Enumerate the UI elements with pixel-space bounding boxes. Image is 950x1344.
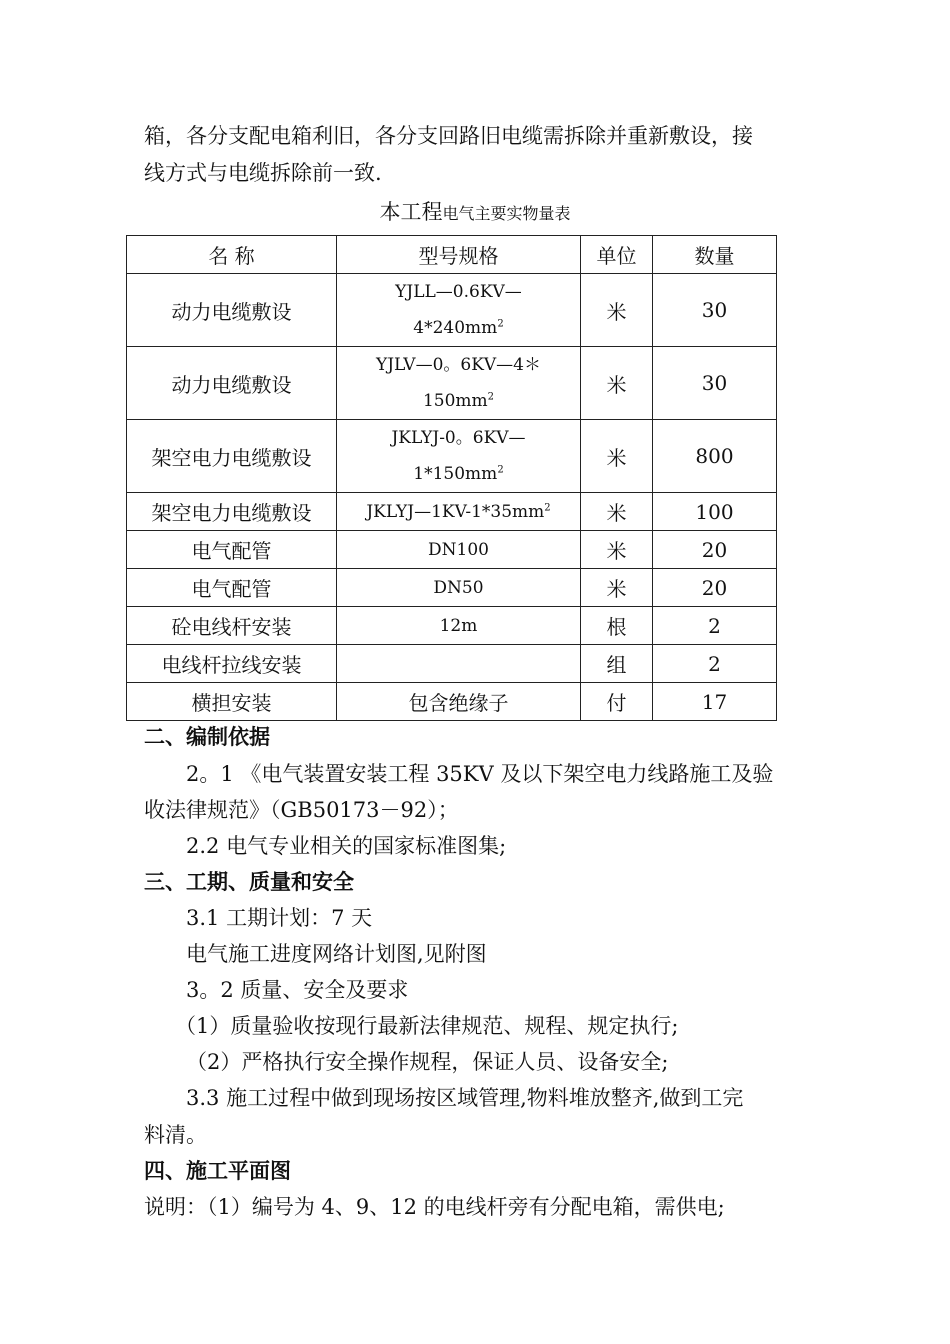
section-2-p1-line1: 2。1 《电气装置安装工程 35KV 及以下架空电力线路施工及验 (186, 762, 774, 786)
cell-spec (337, 493, 581, 531)
cell-name: 架空电力电缆敷设 (127, 420, 337, 493)
cell-spec: DN100 (337, 531, 581, 569)
cell-spec: 12m (337, 607, 581, 645)
cell-name: 电线杆拉线安装 (127, 645, 337, 683)
cell-name: 砼电线杆安装 (127, 607, 337, 645)
table-row (127, 493, 777, 531)
table-row (127, 274, 777, 347)
cell-qty: 30 (653, 274, 777, 347)
table-caption-main: 本工程 (379, 200, 443, 224)
cell-spec (337, 420, 581, 493)
cell-spec (337, 347, 581, 420)
superscript: 2 (487, 391, 495, 403)
section-3-p6-line1: 3.3 施工过程中做到现场按区域管理,物料堆放整齐,做到工完 (186, 1086, 744, 1110)
section-2-p2: 2.2 电气专业相关的国家标准图集; (186, 834, 507, 858)
table-row (127, 645, 777, 683)
section-3-p6-line2: 料清。 (144, 1123, 207, 1147)
cell-spec (337, 645, 581, 683)
cell-unit: 米 (581, 531, 653, 569)
cell-name: 电气配管 (127, 569, 337, 607)
spec-line-1: YJLV—0。6KV—4＊ (375, 355, 541, 375)
section-4-heading: 四、施工平面图 (144, 1158, 291, 1183)
table-row (127, 569, 777, 607)
superscript: 2 (497, 318, 504, 330)
cell-spec (337, 274, 581, 347)
cell-unit: 付 (581, 683, 653, 721)
section-3-p5: （2）严格执行安全操作规程，保证人员、设备安全; (186, 1050, 669, 1074)
section-4-p1: 说明：（1）编号为 4、9、12 的电线杆旁有分配电箱，需供电; (144, 1195, 725, 1219)
cell-unit: 根 (581, 607, 653, 645)
spec-line-1: JKLYJ-0。6KV— (391, 428, 526, 448)
intro-line-1: 箱，各分支配电箱利旧，各分支回路旧电缆需拆除并重新敷设，接 (144, 124, 753, 148)
table-row (127, 420, 777, 493)
spec-line-2: 150mm (422, 391, 488, 411)
section-3-p2: 电气施工进度网络计划图,见附图 (186, 942, 487, 966)
intro-line-2: 线方式与电缆拆除前一致. (144, 161, 382, 185)
table-caption-sub: 电气主要实物量表 (442, 204, 571, 223)
cell-qty: 800 (653, 420, 777, 493)
cell-unit: 米 (581, 347, 653, 420)
superscript: 2 (544, 501, 551, 513)
spec-line-1: YJLL—0.6KV— (395, 282, 522, 302)
section-2-heading: 二、编制依据 (144, 724, 270, 749)
spec-line-2: 4*240mm (413, 318, 498, 338)
spec-line-2: 1*150mm (413, 464, 498, 484)
cell-name: 横担安装 (127, 683, 337, 721)
header-name: 名 称 (127, 236, 337, 274)
section-3-heading: 三、工期、质量和安全 (144, 869, 354, 894)
cell-unit: 米 (581, 569, 653, 607)
table-row (127, 683, 777, 721)
cell-qty: 2 (653, 607, 777, 645)
table-row (127, 607, 777, 645)
cell-name: 架空电力电缆敷设 (127, 493, 337, 531)
section-3-p3: 3。2 质量、安全及要求 (186, 978, 409, 1002)
section-3-p4: （1）质量验收按现行最新法律规范、规程、规定执行; (175, 1014, 679, 1038)
cell-name: 电气配管 (127, 531, 337, 569)
cell-unit: 米 (581, 420, 653, 493)
section-3-p1: 3.1 工期计划：7 天 (186, 906, 373, 930)
cell-name: 动力电缆敷设 (127, 274, 337, 347)
cell-qty: 20 (653, 569, 777, 607)
cell-qty: 30 (653, 347, 777, 420)
header-qty: 数量 (653, 236, 777, 274)
header-unit: 单位 (581, 236, 653, 274)
materials-table (126, 235, 777, 721)
table-caption (0, 196, 950, 226)
cell-unit: 组 (581, 645, 653, 683)
cell-unit: 米 (581, 493, 653, 531)
section-2-p1-line2: 收法律规范》（GB50173－92）； (144, 798, 459, 822)
cell-name: 动力电缆敷设 (127, 347, 337, 420)
table-header-row (127, 236, 777, 274)
cell-qty: 17 (653, 683, 777, 721)
table-row (127, 531, 777, 569)
spec-line-1: JKLYJ—1KV-1*35mm (366, 501, 545, 522)
cell-qty: 20 (653, 531, 777, 569)
superscript: 2 (497, 464, 504, 476)
cell-spec: 包含绝缘子 (337, 683, 581, 721)
cell-unit: 米 (581, 274, 653, 347)
cell-qty: 2 (653, 645, 777, 683)
table-row (127, 347, 777, 420)
cell-qty: 100 (653, 493, 777, 531)
cell-spec: DN50 (337, 569, 581, 607)
header-spec: 型号规格 (337, 236, 581, 274)
